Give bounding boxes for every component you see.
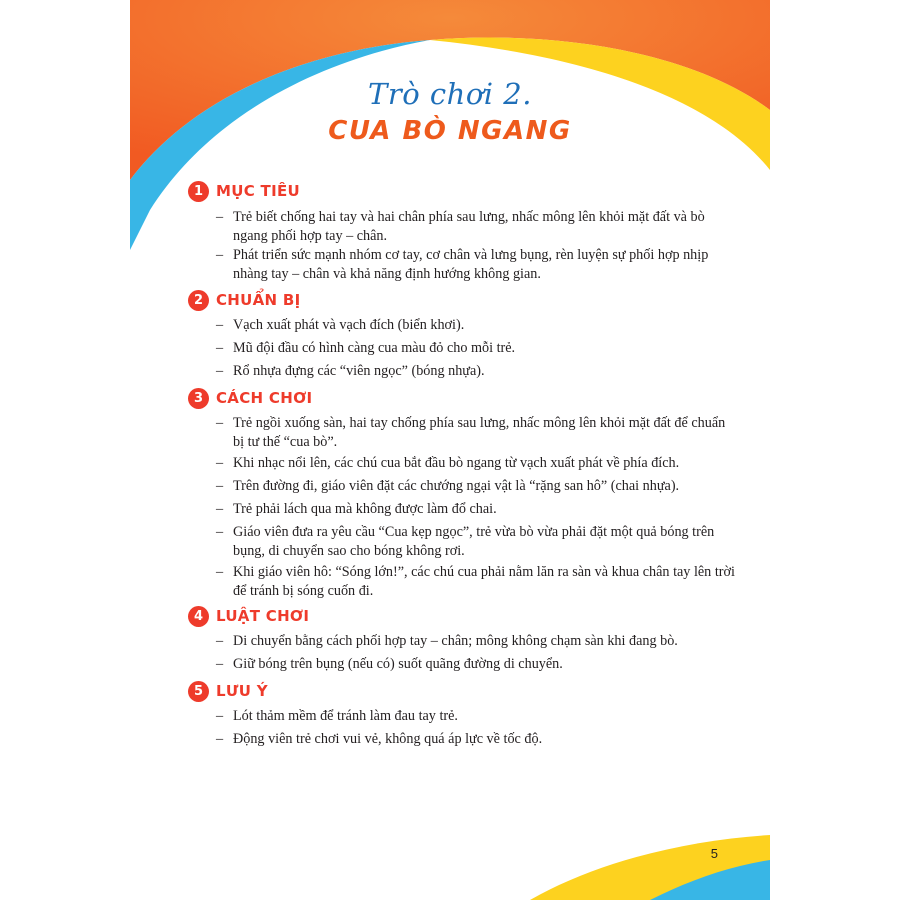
list-item: – Phát triển sức mạnh nhóm cơ tay, cơ chân và lưng bụng, rèn luyện sự phối hợp nhịp nhàng tay – chân và khả năng định hướng không gian.	[216, 247, 709, 282]
list-item: – Khi giáo viên hô: “Sóng lớn!”, các chú cua phải nằm lăn ra sàn và khua chân tay lên trời để tránh bị sóng cuốn đi.	[216, 564, 735, 599]
section-title: LƯU Ý	[216, 682, 268, 700]
section-heading-chuan-bi	[188, 289, 301, 311]
title-block	[130, 76, 770, 148]
section-number-badge: 1	[188, 181, 209, 202]
list-item: – Di chuyển bằng cách phối hợp tay – chân; mông không chạm sàn khi đang bò.	[216, 633, 678, 649]
section-number-badge: 3	[188, 388, 209, 409]
list-item: – Khi nhạc nổi lên, các chú cua bắt đầu bò ngang từ vạch xuất phát về phía đích.	[216, 455, 680, 471]
list-item: – Giữ bóng trên bụng (nếu có) suốt quãng đường di chuyển.	[216, 656, 563, 672]
section-heading-luat-choi	[188, 605, 309, 627]
list-item: – Trên đường đi, giáo viên đặt các chướng ngại vật là “rặng san hô” (chai nhựa).	[216, 478, 680, 494]
section-heading-cach-choi	[188, 387, 312, 409]
section-number-badge: 4	[188, 606, 209, 627]
section-number-badge: 2	[188, 290, 209, 311]
book-page	[130, 0, 770, 900]
section-heading-luu-y	[188, 680, 268, 702]
list-item: – Động viên trẻ chơi vui vẻ, không quá áp lực về tốc độ.	[216, 731, 543, 747]
list-item: – Lót thảm mềm để tránh làm đau tay trẻ.	[216, 708, 458, 724]
list-item: – Trẻ biết chống hai tay và hai chân phía sau lưng, nhấc mông lên khỏi mặt đất và bò ngang phối hợp tay – chân.	[216, 209, 705, 244]
list-item: – Trẻ phải lách qua mà không được làm đổ chai.	[216, 501, 497, 517]
list-item: – Giáo viên đưa ra yêu cầu “Cua kẹp ngọc”, trẻ vừa bò vừa phải đặt một quả bóng trên bụng, di chuyển sao cho bóng không rơi.	[216, 524, 715, 559]
section-title: LUẬT CHƠI	[216, 607, 310, 625]
section-number-badge: 5	[188, 681, 209, 702]
section-title: CÁCH CHƠI	[216, 389, 313, 407]
list-item: – Rổ nhựa đựng các “viên ngọc” (bóng nhựa).	[216, 363, 485, 379]
game-number-title: Trò chơi 2.	[368, 77, 532, 111]
section-title: MỤC TIÊU	[216, 182, 300, 200]
game-name-title: CUA BÒ NGANG	[328, 116, 572, 146]
page-number: 5	[710, 846, 718, 861]
section-heading-muc-tieu	[188, 180, 300, 202]
list-item: – Mũ đội đầu có hình càng cua màu đỏ cho mỗi trẻ.	[216, 340, 516, 356]
section-title: CHUẨN BỊ	[216, 291, 301, 309]
list-item: – Vạch xuất phát và vạch đích (biển khơi).	[216, 317, 465, 333]
list-item: – Trẻ ngồi xuống sàn, hai tay chống phía sau lưng, nhấc mông lên khỏi mặt đất để chuẩn bị tư thế “cua bò”.	[216, 415, 726, 450]
